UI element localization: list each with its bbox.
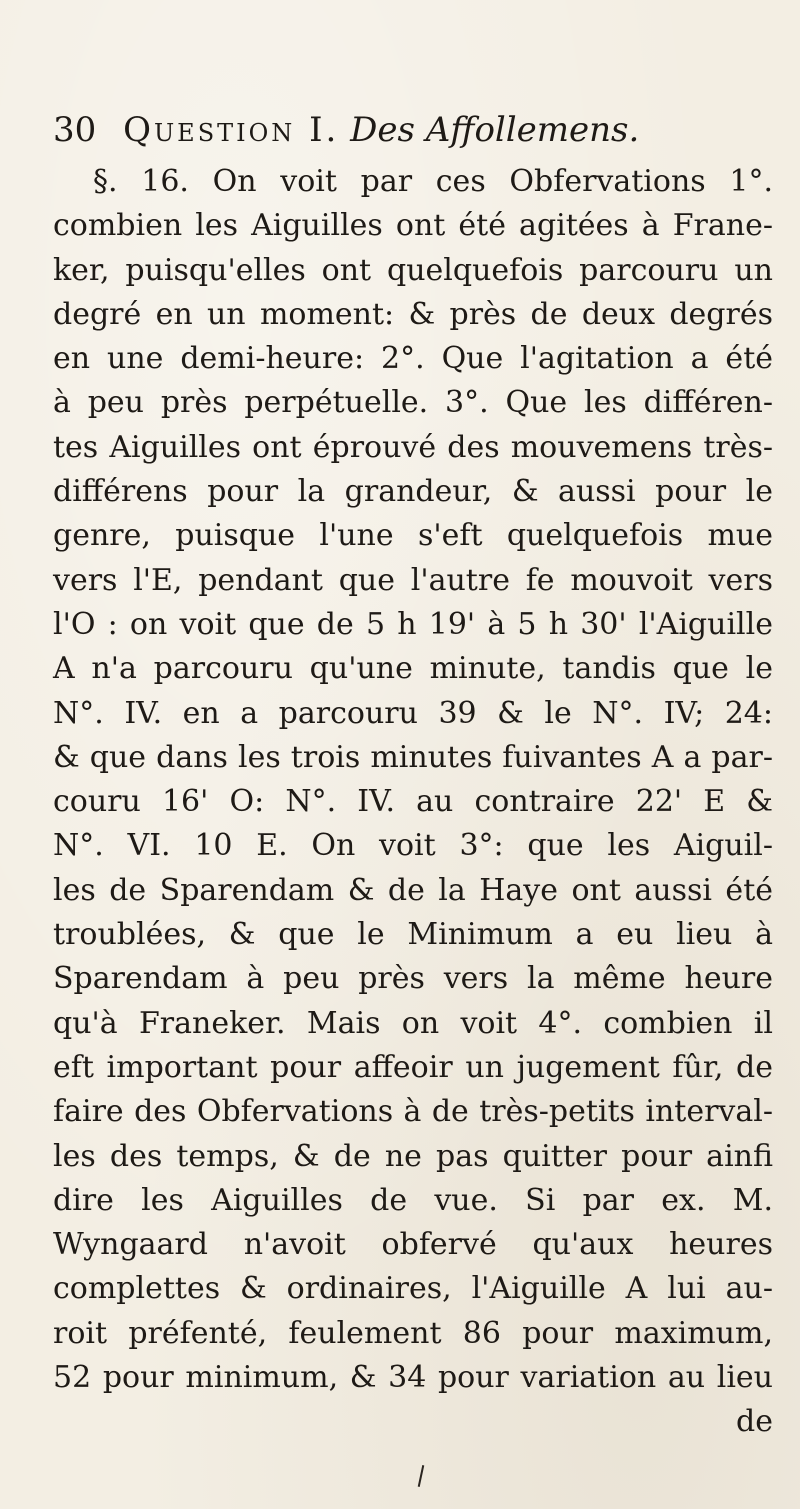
chapter-title: Question I. (123, 110, 340, 150)
text-line: N°. IV. en a parcouru 39 & le N°. IV; 24: (53, 695, 773, 731)
running-head (53, 110, 639, 150)
text-line: complettes & ordinaires, l'Aiguille A lui au- (53, 1271, 773, 1307)
text-line: Wyngaard n'avoit obfervé qu'aux heures (53, 1227, 773, 1263)
text-line: qu'à Franeker. Mais on voit 4°. combien il (53, 1005, 773, 1041)
text-line: ker, puisqu'elles ont quelquefois parcouru un (53, 252, 773, 288)
text-line: à peu près perpétuelle. 3°. Que les différen- (53, 385, 773, 421)
text-line: l'O : on voit que de 5 h 19' à 5 h 30' l'Aiguille (53, 606, 773, 642)
text-line: différens pour la grandeur, & aussi pour le (53, 474, 773, 510)
text-line: en une demi-heure: 2°. Que l'agitation a été (53, 341, 773, 377)
text-line: §. 16. On voit par ces Obfervations 1°. (93, 164, 773, 199)
paragraph (53, 160, 773, 1445)
text-line: degré en un moment: & près de deux degrés (53, 296, 773, 332)
chapter-subject: Des Affollemens. (350, 110, 640, 150)
text-line: Sparendam à peu près vers la même heure (53, 961, 773, 997)
text-line: roit préfenté, feulement 86 pour maximum, (53, 1315, 773, 1351)
text-line: genre, puisque l'une s'eft quelquefois mue (53, 518, 773, 554)
page-number: 30 (53, 110, 97, 150)
catchword: de (736, 1404, 773, 1440)
text-line: combien les Aiguilles ont été agitées à Frane- (53, 208, 773, 244)
text-line: eft important pour affeoir un jugement fûr, de (53, 1049, 773, 1085)
ink-mark (418, 1465, 425, 1487)
text-line: N°. VI. 10 E. On voit 3°: que les Aiguil- (53, 828, 773, 864)
text-line: troublées, & que le Minimum a eu lieu à (53, 917, 773, 953)
text-line: faire des Obfervations à de très-petits interval- (53, 1094, 773, 1130)
text-line: & que dans les trois minutes fuivantes A a par- (53, 739, 773, 775)
text-line: les des temps, & de ne pas quitter pour ainfi (53, 1138, 773, 1174)
text-line: A n'a parcouru qu'une minute, tandis que le (53, 651, 773, 687)
text-line: les de Sparendam & de la Haye ont aussi été (53, 872, 773, 908)
text-line: couru 16' O: N°. IV. au contraire 22' E & (53, 784, 773, 820)
text-line: tes Aiguilles ont éprouvé des mouvemens très- (53, 429, 773, 465)
text-line: 52 pour minimum, & 34 pour variation au lieu (53, 1360, 773, 1396)
text-line: dire les Aiguilles de vue. Si par ex. M. (53, 1182, 773, 1218)
text-line: vers l'E, pendant que l'autre fe mouvoit vers (53, 562, 773, 598)
